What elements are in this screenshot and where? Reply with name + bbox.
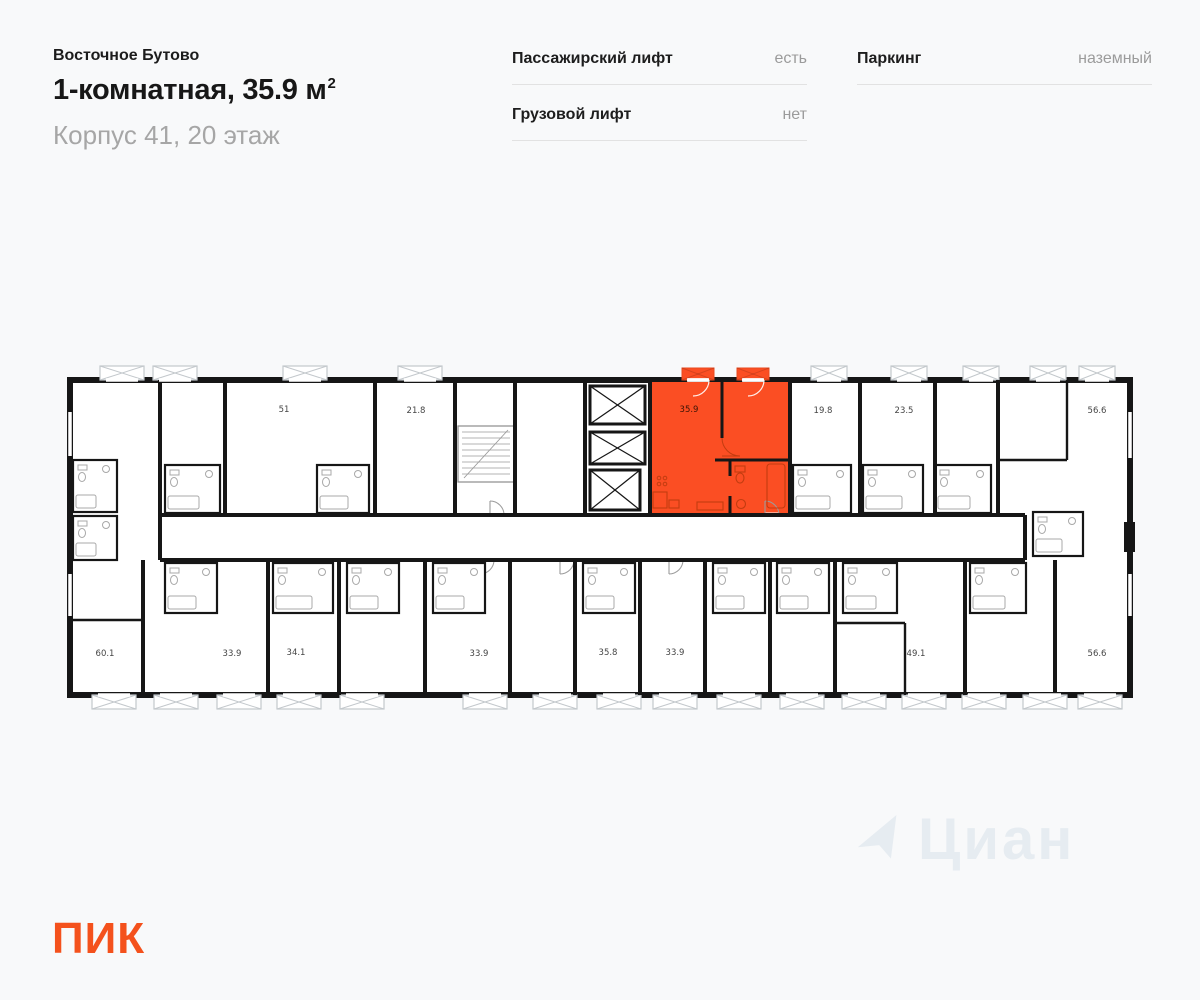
area-label: 56.6	[1087, 406, 1107, 416]
title-superscript: 2	[327, 75, 336, 92]
info-row-passenger-lift	[512, 50, 807, 85]
area-label: 49.1	[906, 649, 926, 659]
info-column-parking	[857, 50, 1152, 85]
floor-plan[interactable]	[65, 360, 1135, 712]
pik-logo: ПИК	[52, 914, 146, 963]
area-label: 33.9	[222, 649, 242, 659]
area-label: 60.1	[95, 649, 115, 659]
subtitle-korpus-floor: Корпус 41, 20 этаж	[53, 120, 280, 150]
passenger-lift-label: Пассажирский лифт	[512, 50, 673, 67]
parking-value: наземный	[1078, 50, 1152, 67]
project-name: Восточное Бутово	[53, 47, 200, 64]
cargo-lift-label: Грузовой лифт	[512, 106, 632, 123]
page-title	[53, 74, 336, 107]
elevator-shafts	[590, 386, 645, 510]
area-label: 56.6	[1087, 649, 1107, 659]
info-column-lifts	[512, 50, 807, 141]
title-text: 1-комнатная, 35.9 м	[53, 74, 327, 106]
cian-plane-icon	[845, 804, 916, 875]
area-label: 34.1	[286, 648, 306, 658]
area-label: 33.9	[665, 648, 685, 658]
parking-label: Паркинг	[857, 50, 922, 67]
area-label: 19.8	[813, 406, 833, 416]
area-label: 33.9	[469, 649, 489, 659]
area-label: 23.5	[894, 406, 914, 416]
area-label: 51	[278, 405, 290, 415]
area-label: 35.8	[598, 648, 618, 658]
info-row-cargo-lift	[512, 85, 807, 141]
floor-plan-svg	[65, 360, 1135, 712]
cian-watermark	[852, 806, 1075, 873]
watermark-text: Циан	[918, 807, 1076, 872]
cargo-lift-value: нет	[782, 106, 807, 123]
info-row-parking	[857, 50, 1152, 85]
highlighted-area-label: 35.9	[679, 405, 699, 415]
passenger-lift-value: есть	[774, 50, 807, 67]
area-label: 21.8	[406, 406, 426, 416]
